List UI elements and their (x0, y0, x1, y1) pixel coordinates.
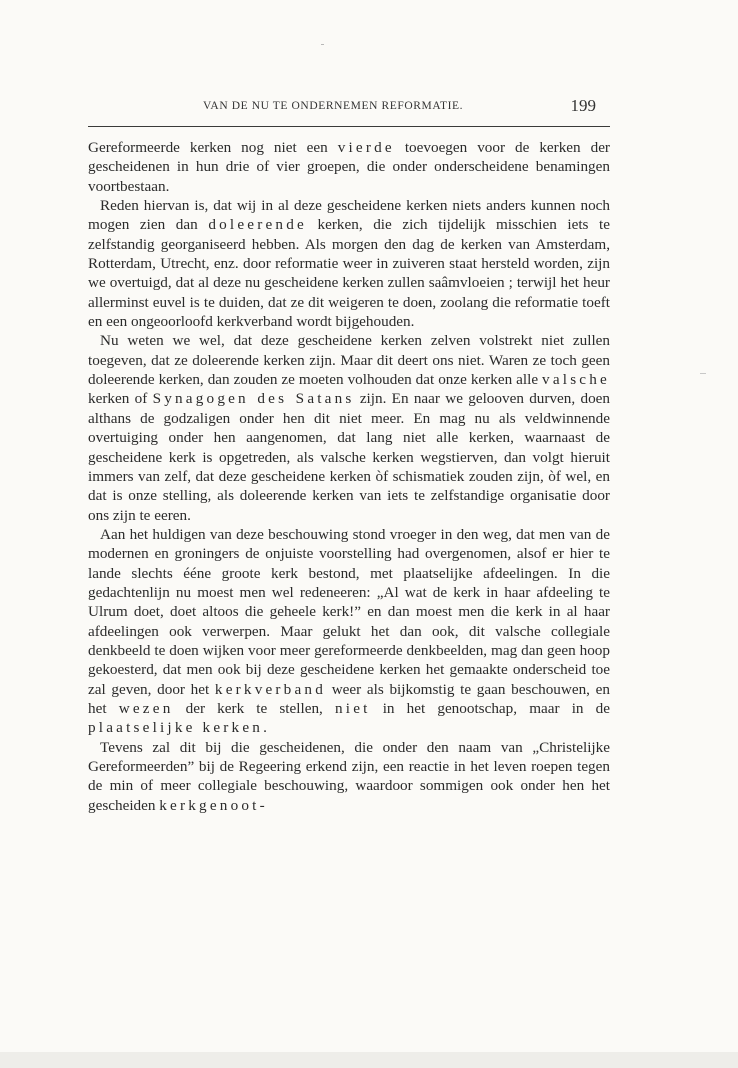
page-header (88, 96, 610, 127)
spaced-emphasis: Synagogen des Satans (152, 390, 355, 408)
spaced-emphasis: valsche (542, 371, 610, 389)
text-run: in het genootschap, maar in de (370, 699, 610, 717)
running-head: VAN DE NU TE ONDERNEMEN REFORMATIE. (203, 100, 464, 112)
text-run: Aan het huldigen van deze beschouwing stond vroeger in den weg, dat men van de modernen en groningers de onjuiste voorstelling had overgenomen, alsof er hier te lande slechts ééne groote kerk bestond, met plaatselijke afdeelingen. In die gedachtenlijn nu moest men wel redeneeren: „Al wat de kerk in haar afdeeling te Ulrum doet, doet altoos die geheele kerk!” en dan moest men die kerk in al haar afdeelingen ook verwerpen. Maar gelukt het dan ook, dit valsche collegiale denkbeeld te doen wijken voor meer gereformeerde denkbeelden, mag dan geen hoop gekoesterd, dat men ook bij deze gescheidene kerken het gemaakte onderscheid toe zal geven, door het (88, 525, 610, 698)
page-bottom-edge (0, 1052, 738, 1068)
spaced-emphasis: doleerende (208, 216, 307, 234)
text-run: toevoegen voor de kerken der gescheidenen in hun drie of vier groepen, die onder onderscheidene benamingen voortbestaan. (88, 139, 610, 195)
paragraph (88, 738, 610, 815)
text-run: der kerk te stellen, (173, 699, 335, 717)
text-run: Nu weten we wel, dat deze gescheidene kerken zelven volstrekt niet zullen toegeven, dat ze doleerende kerken zijn. Maar dit deert ons niet. Waren ze toch geen doleerende kerken, dan zouden ze moeten volhouden dat onze kerken alle (88, 332, 610, 389)
spaced-emphasis: kerkverband (214, 680, 327, 698)
text-run: Tevens zal dit bij die gescheidenen, die onder den naam van „Christelijke Gereformeerden” bij de Regeering erkend zijn, een reactie in het leven roepen tegen de min of meer collegiale beschouwing, waardoor sommigen ook onder hen het gescheiden (88, 738, 610, 814)
spaced-emphasis: niet (334, 699, 371, 717)
paragraph (88, 331, 610, 524)
text-run: weer als bijkomstig te gaan beschouwen, en het (88, 680, 611, 717)
text-run: kerken, die zich tijdelijk misschien iets te zelfstandig georganiseerd hebben. Als morgen den dag de kerken van Amsterdam, Rotterdam, Utrecht, enz. door reformatie weer in zuiveren staat hersteld worden, zijn we overtuigd, dat al deze nu gescheidene kerken zullen saâmvloeien ; terwijl het heur allerminst euvel is te duiden, dat ze dit weigeren te doen, zoolang die reformatie toeft en een ongeoorloofd kerkverband wordt bijgehouden. (88, 216, 611, 331)
text-run: Reden hiervan is, dat wij in al deze gescheidene kerken niets anders kunnen noch mogen zien dan (88, 197, 610, 234)
margin-mark (700, 373, 706, 374)
spaced-emphasis: kerkgenoot- (159, 796, 268, 814)
spaced-emphasis: wezen (118, 699, 174, 717)
body-text (88, 138, 610, 815)
page-number: 199 (570, 96, 596, 115)
text-run: . (263, 719, 267, 737)
text-run: kerken of (88, 390, 153, 408)
paper-speck (321, 44, 324, 45)
paragraph (88, 196, 610, 331)
spaced-emphasis: vierde (337, 139, 395, 156)
paragraph (88, 138, 610, 196)
text-run: Gereformeerde kerken nog niet een (88, 139, 338, 156)
text-run: zijn. En naar we gelooven durven, doen althans de godzaligen onder hen dit niet meer. En mag nu als veldwinnende overtuiging onder hen aangenomen, dat lang niet alle kerken, waarnaast de gescheidene kerk is opgetreden, als valsche kerken wegstierven, dan volgt hieruit immers van zelf, dat deze gescheidene kerken òf schismatiek zouden zijn, òf wel, en dat is onze stelling, als doleerende kerken van iets te zelfstandige organisatie door ons zijn te eeren. (88, 390, 610, 524)
paragraph (88, 525, 610, 738)
spaced-emphasis: plaatselijke kerken (88, 719, 264, 737)
